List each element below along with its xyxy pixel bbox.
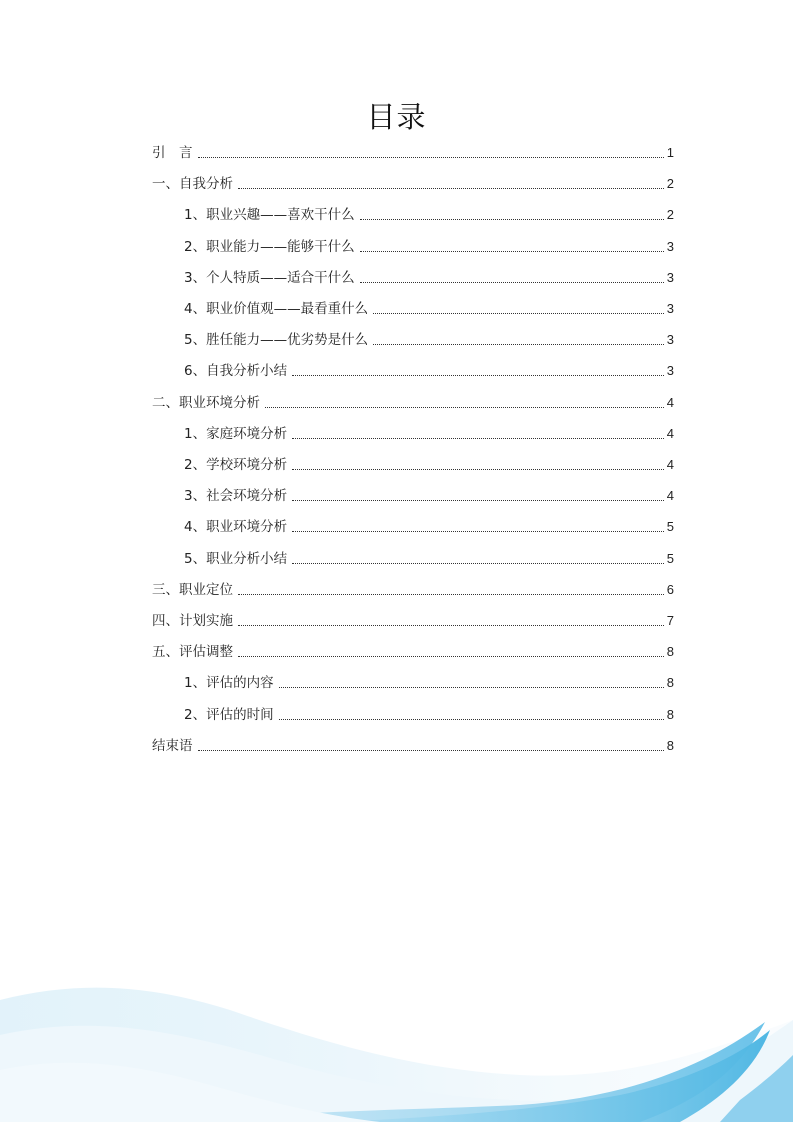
toc-entry[interactable] — [152, 173, 674, 195]
toc-page-number: 4 — [666, 394, 674, 410]
toc-dot-leader — [238, 656, 664, 657]
toc-entry-title: 四、计划实施 — [152, 613, 233, 629]
toc-dot-leader — [360, 282, 664, 283]
toc-entry-title: 一、自我分析 — [152, 176, 233, 193]
toc-entry[interactable] — [184, 360, 674, 382]
toc-dot-leader — [360, 219, 664, 220]
toc-entry-title: 4、职业环境分析 — [184, 519, 288, 536]
toc-page-number: 5 — [666, 519, 674, 535]
toc-dot-leader — [279, 719, 664, 720]
toc-entry[interactable] — [184, 329, 674, 351]
toc-entry-title: 1、评估的内容 — [184, 675, 274, 692]
toc-entry[interactable] — [184, 485, 674, 507]
toc-page-number: 7 — [666, 613, 674, 628]
toc-entry[interactable] — [184, 704, 674, 726]
toc-entry[interactable] — [184, 236, 674, 258]
toc-entry-title: 1、职业兴趣——喜欢干什么 — [184, 207, 355, 224]
toc-dot-leader — [292, 500, 664, 501]
toc-entry[interactable] — [184, 516, 674, 538]
toc-entry[interactable] — [152, 735, 674, 757]
toc-dot-leader — [292, 375, 664, 376]
toc-entry-title: 3、个人特质——适合干什么 — [184, 269, 355, 286]
wave-decoration — [0, 960, 793, 1122]
toc-page-number: 3 — [666, 301, 674, 316]
toc-dot-leader — [373, 313, 664, 314]
toc-entry-title: 4、职业价值观——最看重什么 — [184, 301, 369, 317]
toc-dot-leader — [292, 531, 664, 532]
toc-entry-title: 2、学校环境分析 — [184, 457, 288, 473]
toc-entry[interactable] — [152, 579, 674, 601]
toc-entry[interactable] — [184, 423, 674, 445]
toc-entry[interactable] — [152, 641, 674, 663]
toc-entry[interactable] — [152, 142, 674, 164]
toc-entry-title: 2、职业能力——能够干什么 — [184, 238, 355, 255]
toc-page-number: 3 — [666, 269, 674, 285]
toc-entry-title: 1、家庭环境分析 — [184, 425, 288, 442]
toc-dot-leader — [265, 407, 664, 408]
toc-dot-leader — [238, 594, 664, 595]
toc-page-number: 6 — [666, 581, 674, 597]
toc-entry[interactable] — [184, 298, 674, 320]
toc-entry[interactable] — [184, 548, 674, 570]
toc-entry-title: 6、自我分析小结 — [184, 363, 288, 380]
toc-dot-leader — [279, 687, 664, 688]
toc-entry-title: 二、职业环境分析 — [152, 394, 260, 411]
toc-dot-leader — [238, 188, 664, 189]
toc-page-number: 4 — [666, 425, 674, 441]
toc-entry-title: 引 言 — [152, 145, 193, 161]
toc-dot-leader — [373, 344, 664, 345]
toc-page-number: 8 — [666, 644, 674, 660]
toc-entry-title: 5、胜任能力——优劣势是什么 — [184, 332, 369, 349]
toc-page-number: 4 — [666, 488, 674, 504]
toc-entry[interactable] — [152, 392, 674, 414]
toc-page-number: 2 — [666, 207, 674, 223]
toc-entry-title: 三、职业定位 — [152, 581, 233, 598]
toc-page-number: 8 — [666, 706, 674, 722]
toc-dot-leader — [360, 251, 664, 252]
toc-page-number: 5 — [666, 550, 674, 566]
toc-page-number: 3 — [666, 332, 674, 348]
toc-page-number: 3 — [666, 238, 674, 254]
toc-page-number: 8 — [666, 675, 674, 691]
toc-dot-leader — [292, 469, 664, 470]
toc-entry[interactable] — [184, 672, 674, 694]
toc-dot-leader — [292, 438, 664, 439]
toc-entry-title: 结束语 — [152, 737, 193, 754]
toc-entry[interactable] — [184, 454, 674, 476]
toc-page-number: 2 — [666, 176, 674, 192]
toc-entry-title: 3、社会环境分析 — [184, 488, 288, 505]
toc-page-number: 1 — [666, 145, 674, 160]
page-title: 目录 — [366, 100, 427, 134]
toc-entry-title: 5、职业分析小结 — [184, 550, 288, 567]
toc-page-number: 8 — [666, 737, 674, 753]
toc-entry-title: 五、评估调整 — [152, 644, 233, 661]
toc-entry[interactable] — [184, 267, 674, 289]
toc-entry[interactable] — [152, 610, 674, 632]
toc-page-number: 3 — [666, 363, 674, 379]
toc-dot-leader — [292, 563, 664, 564]
toc-dot-leader — [198, 750, 664, 751]
toc-dot-leader — [198, 157, 664, 158]
toc-entry-title: 2、评估的时间 — [184, 706, 274, 723]
toc-page-number: 4 — [666, 457, 674, 472]
toc-dot-leader — [238, 625, 664, 626]
toc-entry[interactable] — [184, 204, 674, 226]
